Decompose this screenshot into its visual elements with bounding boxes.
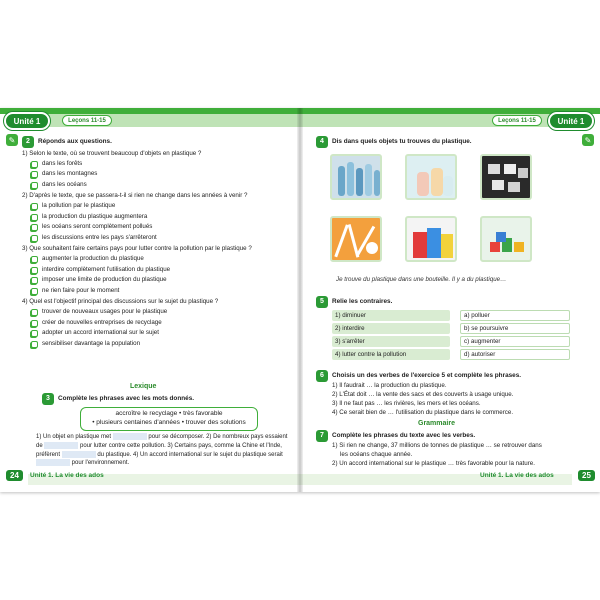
match-right-item[interactable]: d) autoriser: [460, 349, 570, 360]
answer-label: adopter un accord international sur le sujet: [42, 329, 159, 337]
answer-option[interactable]: [31, 233, 292, 244]
match-left-item[interactable]: 2) interdire: [332, 323, 450, 334]
blank-field[interactable]: [113, 433, 147, 440]
answer-label: créer de nouvelles entreprises de recyclage: [42, 318, 162, 326]
answer-option[interactable]: [31, 328, 292, 339]
sentence-line: 3) Il ne faut pas … les rivières, les mers et les océans.: [332, 399, 481, 407]
word-box: [80, 407, 258, 431]
exercise-title: Relie les contraires.: [332, 298, 393, 306]
bags-icon: [407, 218, 457, 262]
exercise-number: 7: [316, 430, 328, 442]
activity-icon: ✎: [582, 134, 594, 146]
unit-tab: Unité 1: [548, 112, 594, 130]
answer-option[interactable]: [31, 339, 292, 350]
exercise-number: 4: [316, 136, 328, 148]
exercise-title: Complète les phrases du texte avec les verbes.: [332, 432, 476, 440]
answer-option[interactable]: [31, 286, 292, 297]
activity-icon: ✎: [6, 134, 18, 146]
answer-option[interactable]: [31, 169, 292, 180]
question: 3) Que souhaitent faire certains pays pour lutter contre la pollution par le plastique ?: [22, 245, 252, 253]
footer-title: Unité 1. La vie des ados: [30, 472, 104, 479]
bottles-icon: [332, 156, 382, 200]
exercise-title: Complète les phrases avec les mots donnés.: [58, 395, 195, 403]
blank-field[interactable]: [44, 442, 78, 449]
checkbox[interactable]: [31, 224, 38, 231]
match-right-item[interactable]: a) polluer: [460, 310, 570, 321]
text-part: pour lutter contre cette pollution. 3) Certains pays, comme la Chine et l'Inde, préfèrent: [36, 442, 282, 458]
unit-tab: Unité 1: [4, 112, 50, 130]
question-list: [22, 150, 292, 349]
exercise-4: [316, 136, 586, 148]
text-part: pour se décomposer. 2) De nombreux pays essaient de: [36, 434, 288, 449]
right-page: [300, 108, 600, 492]
sentence-line: 2) Un accord international sur le plastique … très favorable pour la nature.: [332, 459, 535, 467]
checkbox[interactable]: [31, 182, 38, 189]
text-part: 1) Un objet en plastique met: [36, 434, 112, 441]
section-grammaire: Grammaire: [418, 420, 455, 427]
word-box-line: • plusieurs centaines d'années • trouver des solutions: [92, 418, 246, 426]
containers-icon: [407, 156, 457, 200]
toys-icon: [482, 218, 532, 262]
answer-option[interactable]: [31, 222, 292, 233]
checkbox[interactable]: [31, 341, 38, 348]
checkbox[interactable]: [31, 277, 38, 284]
exercise-number: 2: [22, 136, 34, 148]
photo-bags: [405, 216, 457, 262]
sentence-line: 2) L'État doit … la vente des sacs et des couverts à usage unique.: [332, 390, 514, 398]
answer-label: la pollution par le plastique: [42, 202, 116, 210]
answer-label: augmenter la production du plastique: [42, 255, 144, 263]
checkbox[interactable]: [31, 171, 38, 178]
answer-option[interactable]: [31, 265, 292, 276]
answer-option[interactable]: [31, 180, 292, 191]
exercise-3-text: [36, 433, 288, 468]
exercise-5: [316, 296, 586, 308]
sentence-line: 4) Ce serait bien de … l'utilisation du plastique dans le commerce.: [332, 408, 514, 416]
answer-label: dans les océans: [42, 180, 87, 188]
question: 4) Quel est l'objectif principal des discussions sur le sujet du plastique ?: [22, 298, 219, 306]
question: 2) D'après le texte, que se passera-t-il si rien ne change dans les années à venir ?: [22, 192, 248, 200]
match-right-item[interactable]: b) se poursuivre: [460, 323, 570, 334]
book-spread: [0, 108, 600, 492]
photo-plastic-pieces: [480, 154, 532, 200]
exercise-number: 5: [316, 296, 328, 308]
exercise-7: [316, 430, 591, 469]
sentence-line: 1) Si rien ne change, 37 millions de tonnes de plastique … se retrouver dans: [332, 442, 542, 449]
lesson-pill: Leçons 11-15: [492, 115, 542, 126]
answer-label: ne rien faire pour le moment: [42, 286, 120, 294]
page-number: 25: [578, 470, 595, 481]
checkbox[interactable]: [31, 288, 38, 295]
lesson-pill: Leçons 11-15: [62, 115, 112, 126]
answer-label: la production du plastique augmentera: [42, 212, 148, 220]
sentence-line: 1) Il faudrait … la production du plastique.: [332, 382, 447, 389]
text-part: du plastique. 4) Un accord international sur le sujet du plastique serait: [97, 451, 283, 458]
answer-option[interactable]: [31, 254, 292, 265]
question: 1) Selon le texte, où se trouvent beaucoup d'objets en plastique ?: [22, 150, 202, 157]
answer-label: trouver de nouveaux usages pour le plastique: [42, 308, 168, 316]
match-left-item[interactable]: 1) diminuer: [332, 310, 450, 321]
checkbox[interactable]: [31, 267, 38, 274]
checkbox[interactable]: [31, 235, 38, 242]
exercise-title: Dis dans quels objets tu trouves du plastique.: [332, 138, 472, 146]
exercise-2: [22, 136, 292, 349]
checkbox[interactable]: [31, 214, 38, 221]
photo-containers: [405, 154, 457, 200]
cutlery-icon: [332, 218, 382, 262]
answer-label: imposer une limite de production du plastique: [42, 276, 167, 284]
exercise-6: [316, 370, 591, 418]
match-right-item[interactable]: c) augmenter: [460, 336, 570, 347]
exercise-title: Choisis un des verbes de l'exercice 5 et complète les phrases.: [332, 372, 522, 380]
checkbox[interactable]: [31, 203, 38, 210]
answer-label: dans les montagnes: [42, 170, 98, 178]
photo-cutlery: [330, 216, 382, 262]
book-gutter: [297, 108, 303, 492]
left-page: [0, 108, 300, 492]
answer-option[interactable]: [31, 307, 292, 318]
section-lexique: Lexique: [130, 383, 157, 390]
answer-option[interactable]: [31, 159, 292, 170]
photo-toys: [480, 216, 532, 262]
checkbox[interactable]: [31, 330, 38, 337]
answer-option[interactable]: [31, 212, 292, 223]
example-sentence: Je trouve du plastique dans une bouteille. Il y a du plastique…: [336, 276, 507, 283]
checkbox[interactable]: [31, 320, 38, 327]
answer-option[interactable]: [31, 318, 292, 329]
match-left-item[interactable]: 3) s'arrêter: [332, 336, 450, 347]
checkbox[interactable]: [31, 161, 38, 168]
answer-label: interdire complètement l'utilisation du plastique: [42, 265, 171, 273]
photo-bottles: [330, 154, 382, 200]
match-left-item[interactable]: 4) lutter contre la pollution: [332, 349, 450, 360]
page-number: 24: [6, 470, 23, 481]
answer-option[interactable]: [31, 201, 292, 212]
text-part: pour l'environnement.: [71, 460, 130, 467]
answer-label: dans les forêts: [42, 159, 83, 167]
plastic-pieces-icon: [482, 156, 532, 200]
checkbox[interactable]: [31, 256, 38, 263]
exercise-number: 6: [316, 370, 328, 382]
footer-title: Unité 1. La vie des ados: [480, 472, 554, 479]
blank-field[interactable]: [62, 451, 96, 458]
answer-option[interactable]: [31, 275, 292, 286]
answer-label: les océans seront complètement pollués: [42, 223, 153, 231]
word-box-line: accroître le recyclage • très favorable: [115, 410, 223, 417]
exercise-number: 3: [42, 393, 54, 405]
sentence-line: les océans chaque année.: [340, 450, 413, 458]
exercise-title: Réponds aux questions.: [38, 138, 112, 146]
blank-field[interactable]: [36, 459, 70, 466]
checkbox[interactable]: [31, 309, 38, 316]
answer-label: sensibiliser davantage la population: [42, 339, 141, 347]
answer-label: les discussions entre les pays s'arrêteront: [42, 233, 157, 241]
exercise-3: [42, 393, 292, 405]
